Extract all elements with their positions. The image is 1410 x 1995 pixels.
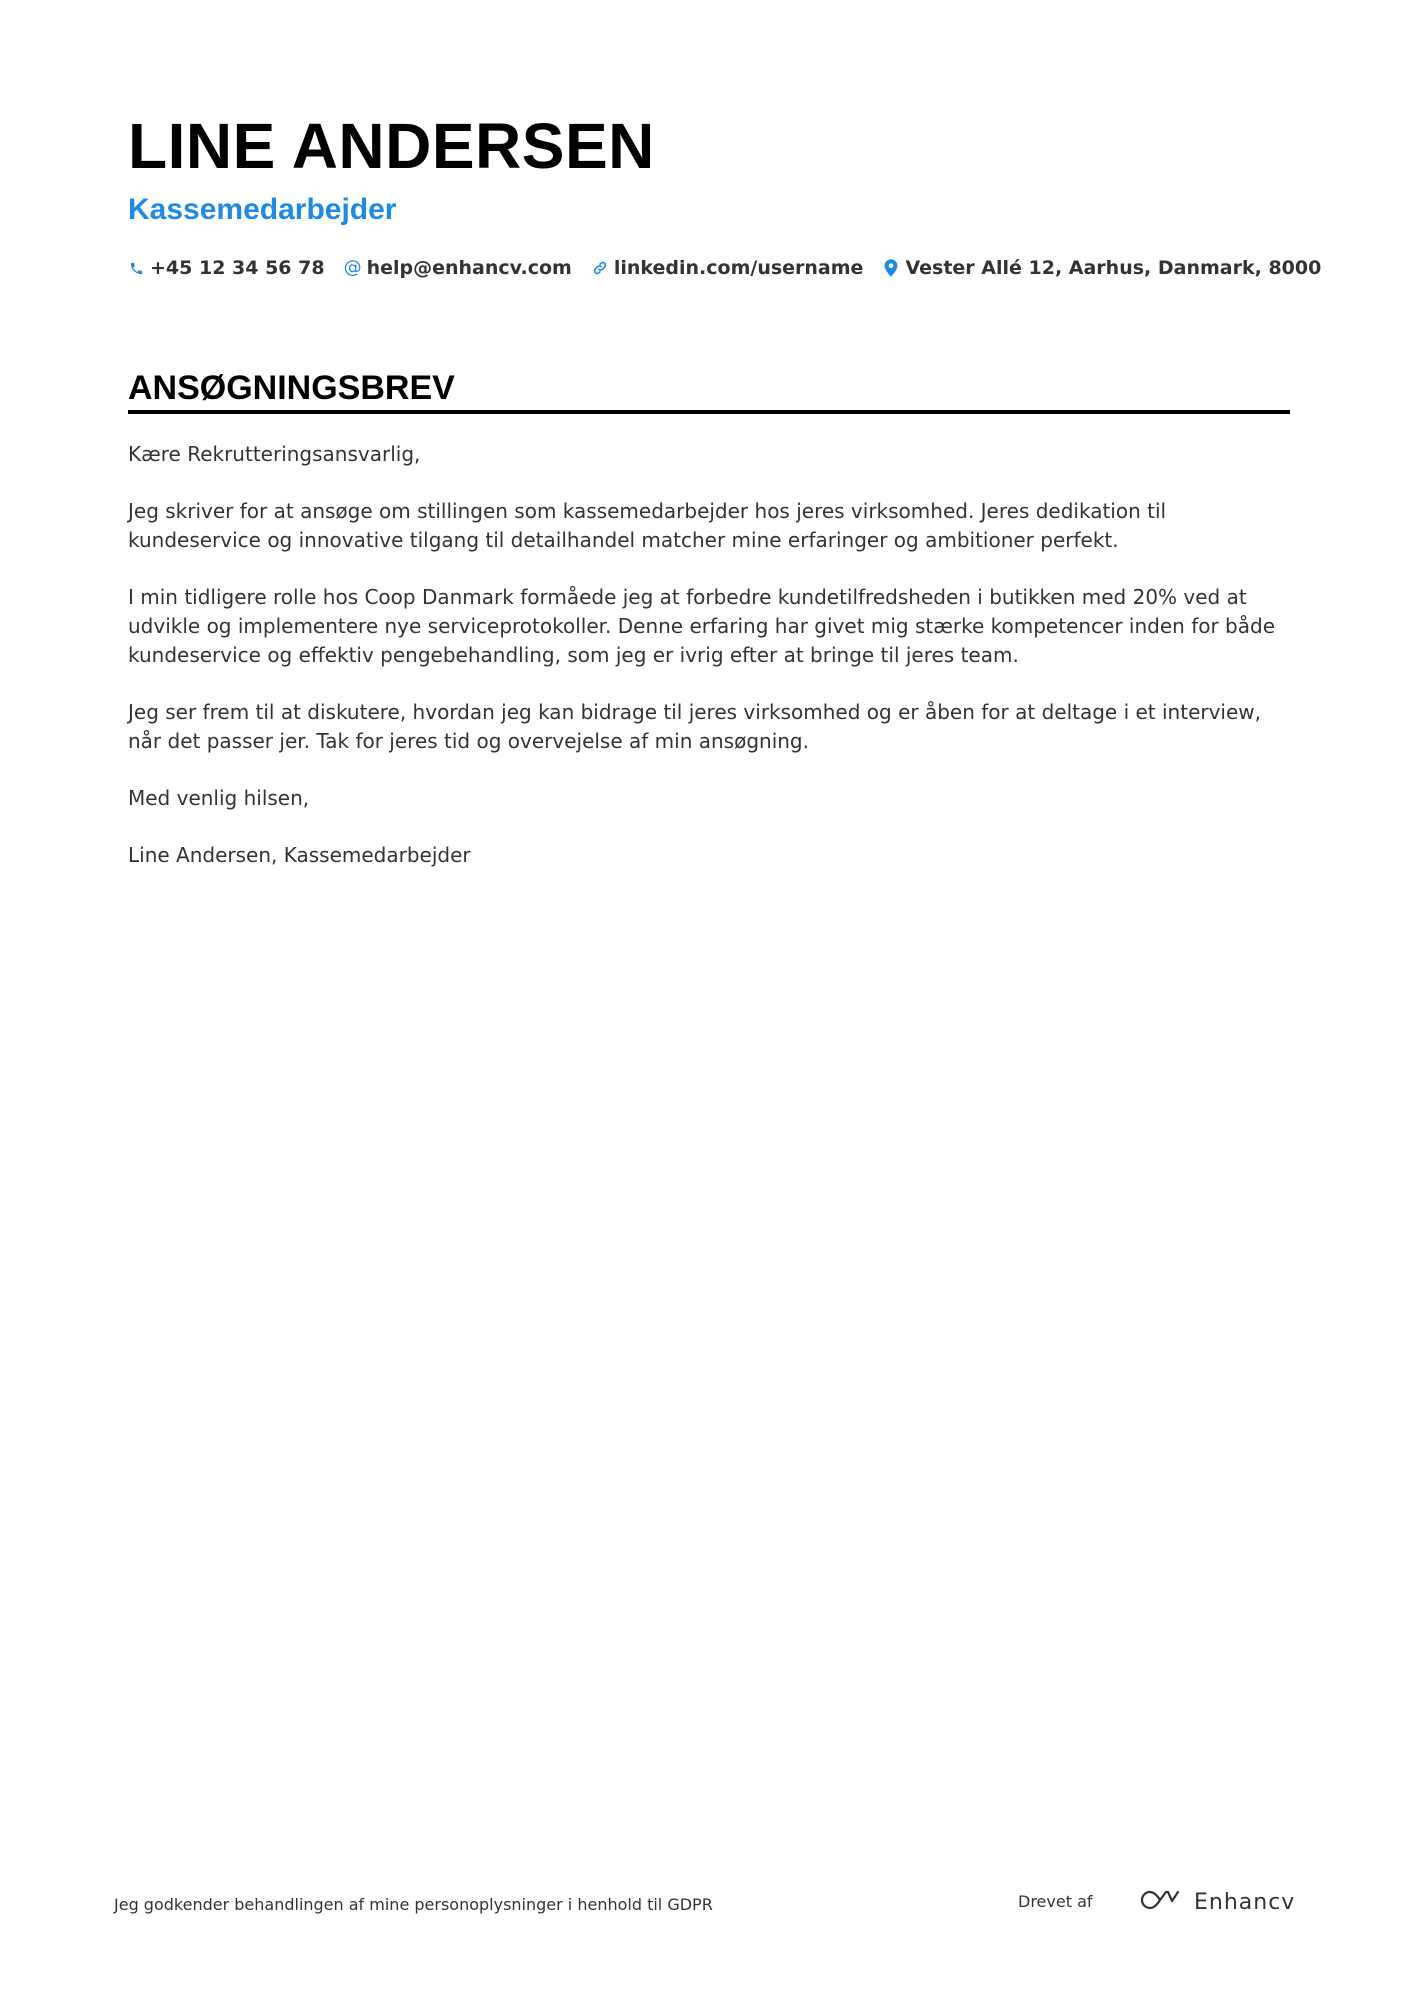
linkedin-text[interactable]: linkedin.com/username xyxy=(613,257,864,279)
enhancv-logo-icon xyxy=(1138,1888,1184,1917)
letter-paragraph: Jeg skriver for at ansøge om stillingen som kassemedarbejder hos jeres virksomhed. Jeres dedikation til kundeservice og innovative tilgang til detailhandel matcher mine erfaringer og ambitioner perfekt. xyxy=(128,499,1167,552)
enhancv-logo-text: Enhancv xyxy=(1194,1889,1296,1915)
contact-bar xyxy=(128,254,1341,282)
letter-body xyxy=(128,440,1290,898)
applicant-name: LINE ANDERSEN xyxy=(128,110,655,182)
link-icon xyxy=(592,258,608,278)
powered-by-label: Drevet af xyxy=(1018,1892,1093,1911)
enhancv-logo[interactable] xyxy=(1138,1886,1295,1918)
location-pin-icon xyxy=(883,258,899,278)
at-icon: @ xyxy=(343,257,362,278)
section-title: ANSØGNINGSBREV xyxy=(128,369,455,407)
gdpr-consent-note: Jeg godkender behandlingen af mine personoplysninger i henhold til GDPR xyxy=(114,1895,713,1914)
contact-linkedin xyxy=(592,254,864,282)
section-divider xyxy=(128,410,1290,414)
address-text: Vester Allé 12, Aarhus, Danmark, 8000 xyxy=(905,257,1322,279)
job-title: Kassemedarbejder xyxy=(128,193,397,226)
contact-email xyxy=(345,254,572,282)
contact-address xyxy=(883,254,1321,282)
letter-salutation: Kære Rekrutteringsansvarlig, xyxy=(128,442,421,466)
letter-paragraph: Jeg ser frem til at diskutere, hvordan jeg kan bidrage til jeres virksomhed og er åben for at deltage i et interview, når det passer jer. Tak for jeres tid og overvejelse af min ansøgning. xyxy=(128,700,1262,753)
letter-signature: Line Andersen, Kassemedarbejder xyxy=(128,843,471,867)
letter-paragraph: I min tidligere rolle hos Coop Danmark formåede jeg at forbedre kundetilfredsheden i butikken med 20% ved at udvikle og implementere nye serviceprotokoller. Denne erfaring har givet mig stærke kompetencer inden for både kundeservice og effektiv pengebehandling, som jeg er ivrig efter at bringe til jeres team. xyxy=(128,585,1276,667)
phone-icon xyxy=(128,258,144,278)
phone-text: +45 12 34 56 78 xyxy=(150,257,325,279)
contact-phone xyxy=(128,254,325,282)
email-text[interactable]: help@enhancv.com xyxy=(366,257,572,279)
letter-closing: Med venlig hilsen, xyxy=(128,786,310,810)
